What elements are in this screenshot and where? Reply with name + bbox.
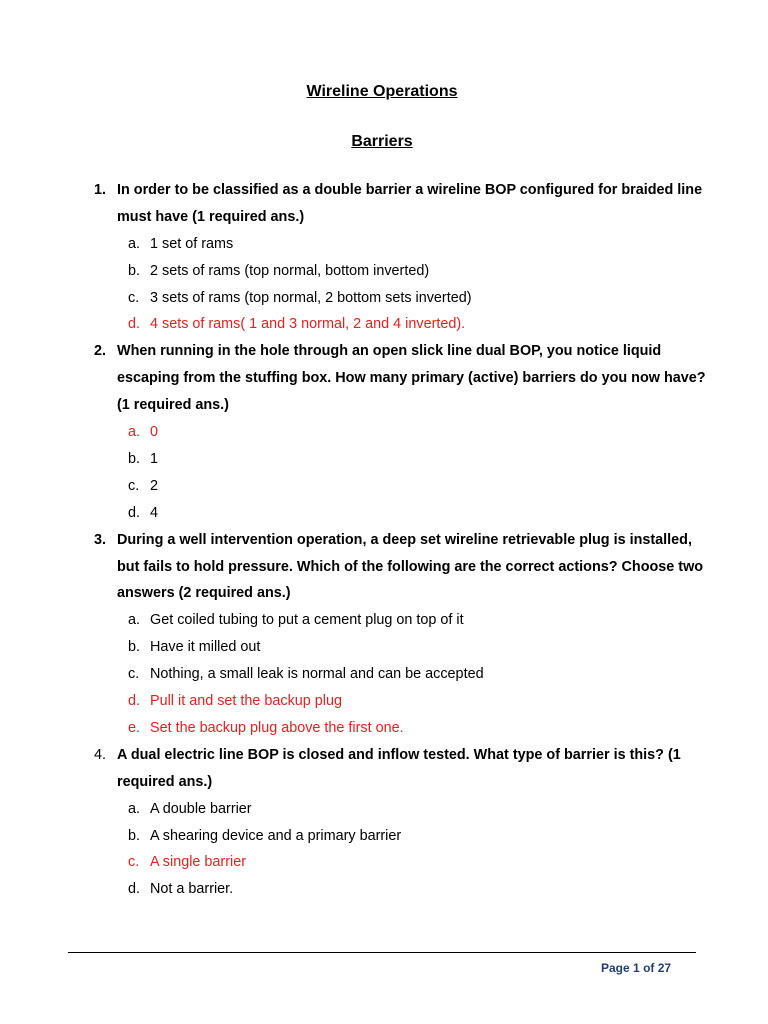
option-letter: c. — [128, 854, 140, 871]
option-letter: e. — [128, 719, 141, 736]
option-text: A double barrier — [150, 800, 252, 817]
question-number: 2. — [94, 343, 107, 360]
answer-option — [0, 634, 768, 661]
answer-option — [0, 473, 768, 500]
option-letter: a. — [128, 424, 141, 441]
page-of: of — [643, 961, 655, 975]
option-text: 2 — [150, 477, 159, 494]
answer-option — [0, 823, 768, 850]
page-total: 27 — [657, 961, 672, 975]
question-list — [0, 177, 768, 903]
option-letter: a. — [128, 235, 141, 252]
answer-option — [0, 876, 768, 903]
option-text: 2 sets of rams (top normal, bottom inverted) — [150, 262, 430, 279]
option-text: A shearing device and a primary barrier — [150, 827, 402, 844]
option-letter: b. — [128, 827, 141, 844]
option-letter: c. — [128, 289, 140, 306]
answer-option — [0, 607, 768, 634]
option-text: Set the backup plug above the first one. — [150, 719, 404, 736]
option-letter: b. — [128, 639, 141, 656]
answer-option — [0, 661, 768, 688]
option-text: A single barrier — [150, 854, 246, 871]
question-2 — [0, 338, 768, 526]
answer-option — [0, 285, 768, 312]
page-label: Page — [601, 961, 630, 975]
page-current: 1 — [633, 961, 640, 975]
option-text: 4 sets of rams( 1 and 3 normal, 2 and 4 inverted). — [150, 316, 466, 333]
option-letter: d. — [128, 881, 141, 898]
page-number — [601, 961, 671, 975]
answer-option — [0, 500, 768, 527]
option-text: 0 — [150, 424, 159, 441]
answer-option-correct — [0, 688, 768, 715]
option-letter: a. — [128, 612, 141, 629]
answer-option-correct — [0, 419, 768, 446]
section-title: Barriers — [351, 133, 413, 150]
answer-option — [0, 796, 768, 823]
answer-option-correct — [0, 849, 768, 876]
question-3 — [0, 527, 768, 742]
option-text: Not a barrier. — [150, 881, 234, 898]
option-letter: c. — [128, 666, 140, 683]
option-letter: d. — [128, 316, 141, 333]
answer-option — [0, 231, 768, 258]
option-letter: d. — [128, 504, 141, 521]
option-letter: d. — [128, 693, 141, 710]
option-letter: b. — [128, 262, 141, 279]
option-text: Pull it and set the backup plug — [150, 693, 343, 710]
footer-divider — [68, 952, 696, 953]
question-1 — [0, 177, 768, 338]
question-text: When running in the hole through an open slick line dual BOP, you notice liquid escaping from the stuffing box. How many primary (active) barriers do you now have? (1 required ans.) — [117, 343, 706, 414]
option-text: 3 sets of rams (top normal, 2 bottom sets inverted) — [150, 289, 472, 306]
question-text: In order to be classified as a double barrier a wireline BOP configured for braided line must have (1 required ans.) — [117, 182, 703, 225]
option-text: 1 set of rams — [150, 235, 234, 252]
question-text: A dual electric line BOP is closed and inflow tested. What type of barrier is this? (1 required ans.) — [117, 746, 681, 790]
option-text: Nothing, a small leak is normal and can be accepted — [150, 666, 484, 683]
question-number: 4. — [94, 746, 107, 763]
option-text: 4 — [150, 504, 159, 521]
option-letter: c. — [128, 477, 140, 494]
answer-option-correct — [0, 715, 768, 742]
answer-option — [0, 446, 768, 473]
answer-option — [0, 258, 768, 285]
option-text: Have it milled out — [150, 639, 261, 656]
question-number: 3. — [94, 531, 107, 548]
option-letter: a. — [128, 800, 141, 817]
document-title: Wireline Operations — [306, 83, 458, 100]
option-text: 1 — [150, 450, 159, 467]
question-text: During a well intervention operation, a deep set wireline retrievable plug is installed, but fails to hold pressure. Which of the following are the correct actions? Choose two answers (2 required ans.) — [117, 531, 704, 602]
question-number: 1. — [94, 182, 107, 198]
option-text: Get coiled tubing to put a cement plug on top of it — [150, 612, 464, 629]
option-letter: b. — [128, 450, 141, 467]
question-4 — [0, 742, 768, 903]
answer-option-correct — [0, 311, 768, 338]
